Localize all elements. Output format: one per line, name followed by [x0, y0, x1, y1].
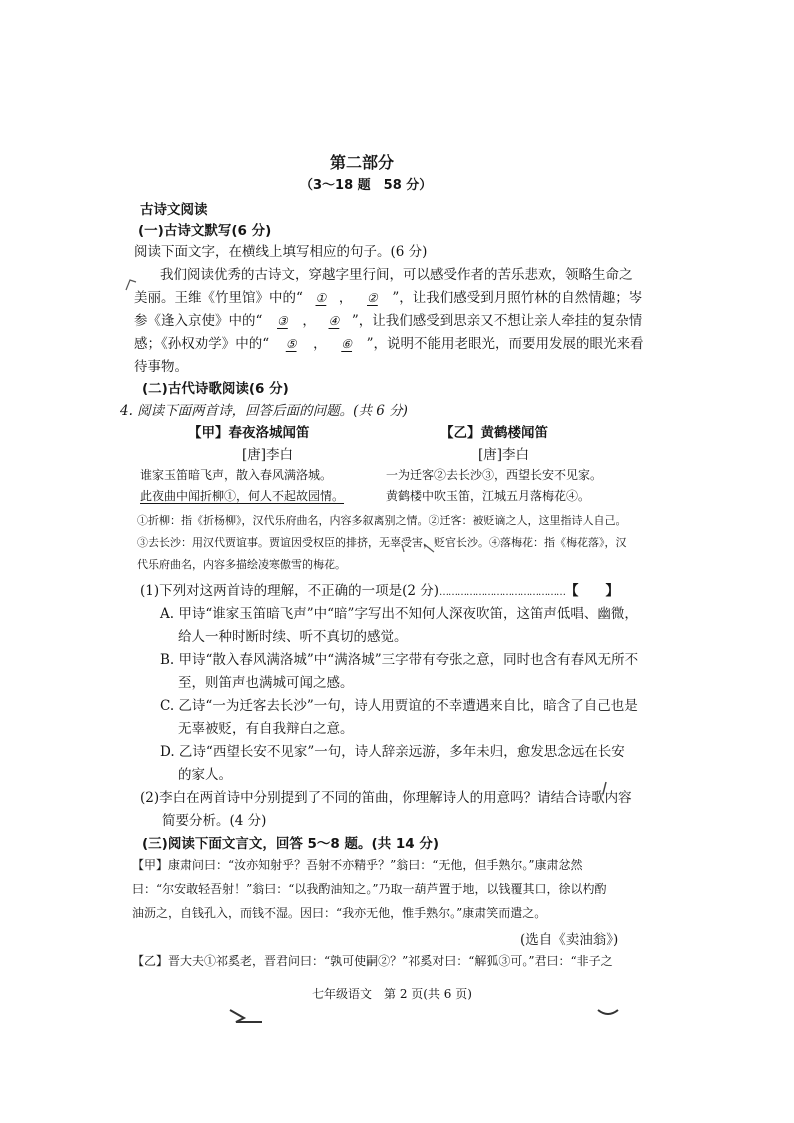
instruction-text: 阅读下面文字，在横线上填写相应的句子。(6 分) — [134, 244, 428, 260]
poem-b-line-1: 一为迁客②去长沙③，西望长安不见家。 — [386, 468, 603, 482]
page-title: 第二部分 — [330, 153, 395, 172]
pen-mark-left — [122, 276, 142, 296]
passage-line-4 — [134, 332, 644, 352]
passage-jia-line-2: 曰：“尔安敢轻吾射！”翁曰：“以我酌油知之。”乃取一葫芦置于地，以钱覆其口，徐以杓酌 — [132, 882, 607, 896]
page-subtitle: （3～18 题 58 分） — [300, 178, 433, 193]
passage-text: 感；《孙权劝学》中的“ — [134, 336, 270, 352]
poem-a-line-2: 此夜曲中闻折柳①，何人不起故园情。 — [140, 489, 345, 503]
question-stem-text: (1)下列对这两首诗的理解，不正确的一项是(2 分) — [140, 583, 440, 599]
blank-2[interactable]: ② — [367, 291, 378, 305]
passage-line-2 — [134, 286, 642, 306]
passage-line-5: 待事物。 — [134, 359, 188, 375]
subsection-1-heading: (一)古诗文默写(6 分) — [138, 223, 272, 239]
question-2-line-2: 简要分析。(4 分) — [162, 813, 267, 829]
blank-3[interactable]: ③ — [277, 314, 288, 328]
passage-source: (选自《卖油翁》) — [520, 932, 619, 948]
pen-mark-bottom-left — [226, 1004, 266, 1028]
blank-6[interactable]: ⑥ — [341, 337, 353, 351]
option-c-line-2: 无辜被贬，有自我辩白之意。 — [178, 721, 354, 737]
pen-mark-mid — [400, 542, 440, 556]
poem-a-author: [唐]李白 — [242, 447, 294, 463]
passage-text: ， — [302, 313, 316, 329]
pen-mark-right — [600, 780, 610, 796]
option-b-line-1: B. 甲诗“散入春风满洛城”中“满洛城”三字带有夸张之意，同时也含有春风无所不 — [160, 652, 639, 668]
passage-text: 参《逢入京使》中的“ — [134, 313, 263, 329]
passage-jia-line-1: 【甲】康肃问曰：“汝亦知射乎？吾射不亦精乎？”翁曰：“无他，但手熟尔。”康肃忿然 — [132, 858, 583, 872]
option-c-line-1: C. 乙诗“一为迁客去长沙”一句，诗人用贾谊的不幸遭遇来自比，暗含了自己也是 — [160, 698, 638, 714]
notes-line-1: ①折柳：指《折杨柳》，汉代乐府曲名，内容多叙离别之情。②迁客：被贬谪之人，这里指诗人自己。 — [137, 514, 627, 527]
option-d-line-2: 的家人。 — [178, 767, 232, 783]
leader-dots: …………………………………… — [439, 587, 566, 598]
poem-a-line-1: 谁家玉笛暗飞声，散入春风满洛城。 — [140, 468, 333, 482]
subsection-3-heading: (三)阅读下面文言文，回答 5～8 题。(共 14 分) — [142, 836, 440, 852]
notes-line-2: ③去长沙：用汉代贾谊事。贾谊因受权臣的排挤，无辜受害，贬官长沙。④落梅花：指《梅花落》，汉 — [137, 536, 627, 549]
passage-line-1: 我们阅读优秀的古诗文，穿越字里行间，可以感受作者的苦乐悲欢，领略生命之 — [160, 267, 633, 283]
passage-text: ”，说明不能用老眼光，而要用发展的眼光来看 — [366, 336, 644, 352]
poem-b-title: 【乙】黄鹤楼闻笛 — [440, 425, 548, 441]
question-4-intro: 4. 阅读下面两首诗，回答后面的问题。(共 6 分) — [120, 403, 408, 419]
blank-4[interactable]: ④ — [328, 314, 340, 328]
option-a-line-1: A. 甲诗“谁家玉笛暗飞声”中“暗”字写出不知何人深夜吹笛，这笛声低唱、幽微， — [160, 606, 638, 622]
poem-b-author: [唐]李白 — [478, 447, 530, 463]
passage-text: 美丽。王维《竹里馆》中的“ — [134, 290, 303, 306]
subsection-2-heading: (二)古代诗歌阅读(6 分) — [142, 381, 289, 397]
passage-jia-line-3: 油沥之，自钱孔入，而钱不湿。因曰：“我亦无他，惟手熟尔。”康肃笑而遣之。 — [132, 906, 547, 920]
passage-text: ， — [338, 290, 353, 306]
passage-text: ”，让我们感受到月照竹林的自然情趣；岑 — [392, 290, 643, 306]
poem-a-title: 【甲】春夜洛城闻笛 — [188, 425, 310, 441]
answer-bracket[interactable]: 【 】 — [565, 583, 620, 599]
option-d-line-1: D. 乙诗“西望长安不见家”一句，诗人辞亲远游，多年未归，愈发思念远在长安 — [160, 744, 625, 760]
option-a-line-2: 给人一种时断时续、听不真切的感觉。 — [178, 629, 408, 645]
blank-5[interactable]: ⑤ — [285, 337, 297, 351]
question-1-stem — [140, 579, 619, 599]
notes-line-3: 代乐府曲名，内容多描绘凌寒傲雪的梅花。 — [137, 558, 346, 571]
poem-b-line-2: 黄鹤楼中吹玉笛，江城五月落梅花④。 — [386, 489, 591, 503]
passage-yi-line-1: 【乙】晋大夫①祁奚老，晋君问曰：“孰可使嗣②？”祁奚对曰：“解狐③可。”君曰：“非子之 — [132, 954, 613, 968]
passage-line-3 — [134, 309, 642, 329]
section-heading: 古诗文阅读 — [140, 202, 208, 218]
passage-text: ， — [313, 336, 327, 352]
question-2-line-1: (2)李白在两首诗中分别提到了不同的笛曲，你理解诗人的用意吗？请结合诗歌内容 — [140, 790, 632, 806]
blank-1[interactable]: ① — [315, 291, 327, 305]
pen-mark-bottom-right — [596, 1006, 620, 1020]
page-footer: 七年级语文 第 2 页(共 6 页) — [312, 987, 472, 1001]
option-b-line-2: 至，则笛声也满城可闻之感。 — [178, 675, 354, 691]
passage-text: ”，让我们感受到思亲又不想让亲人牵挂的复杂情 — [351, 313, 643, 329]
